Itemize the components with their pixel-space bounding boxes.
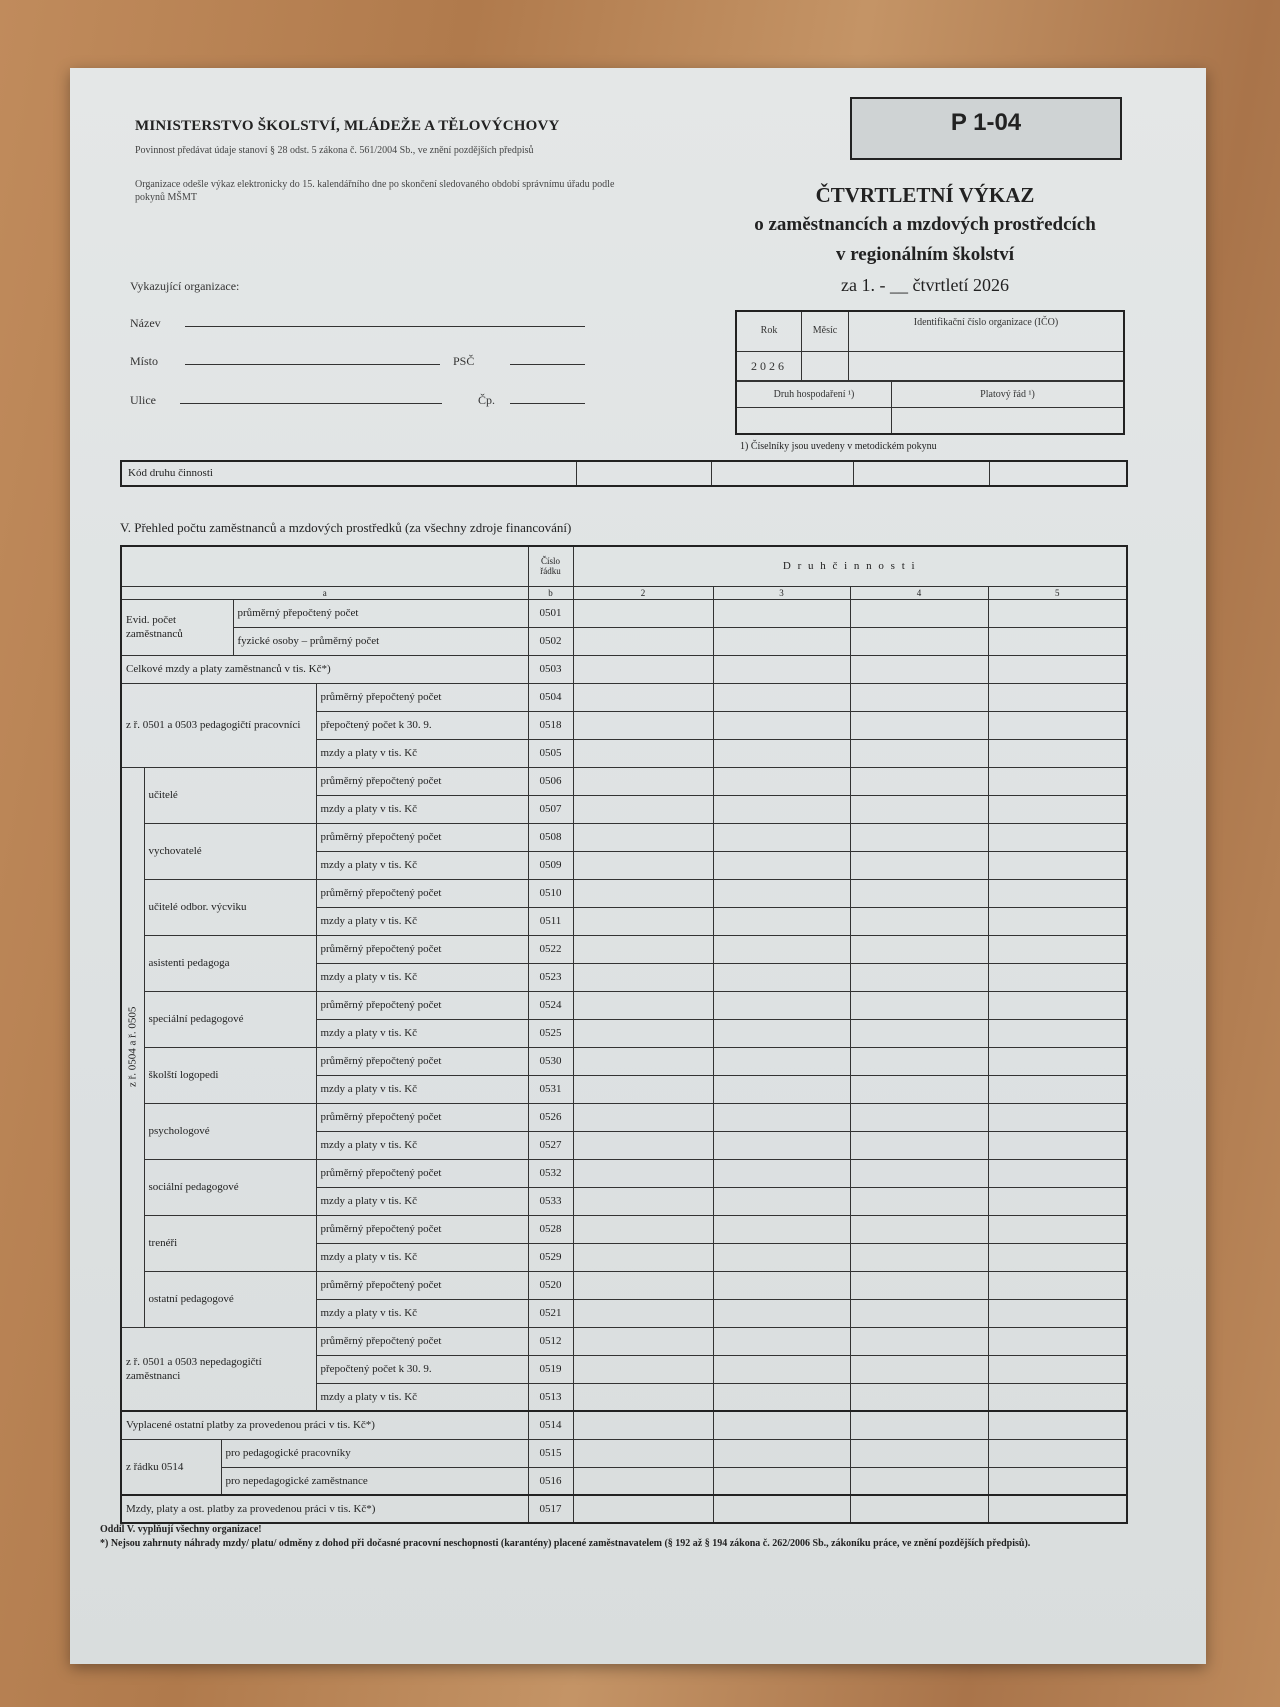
city-label: Místo [130, 354, 159, 368]
data-cell[interactable] [850, 1439, 988, 1467]
data-cell[interactable] [850, 1243, 988, 1271]
row-number: 0514 [528, 1411, 573, 1439]
row-label: mzdy a platy v tis. Kč [316, 1187, 528, 1215]
data-cell[interactable] [713, 879, 850, 907]
col-header: 5 [988, 586, 1127, 599]
data-cell[interactable] [850, 1355, 988, 1383]
data-cell[interactable] [573, 1467, 713, 1495]
data-cell[interactable] [713, 823, 850, 851]
data-cell[interactable] [988, 1411, 1127, 1439]
row-number: 0517 [528, 1495, 573, 1523]
data-cell[interactable] [573, 1159, 713, 1187]
col-header: 4 [850, 586, 988, 599]
data-cell[interactable] [713, 655, 850, 683]
data-cell[interactable] [713, 907, 850, 935]
data-cell[interactable] [573, 739, 713, 767]
data-cell[interactable] [573, 1103, 713, 1131]
data-cell[interactable] [850, 795, 988, 823]
activity-code-cell[interactable] [990, 462, 1126, 485]
data-cell[interactable] [988, 991, 1127, 1019]
row-label: průměrný přepočtený počet [316, 1159, 528, 1187]
data-cell[interactable] [573, 1495, 713, 1523]
data-cell[interactable] [713, 739, 850, 767]
data-cell[interactable] [713, 1355, 850, 1383]
data-cell[interactable] [988, 1467, 1127, 1495]
data-cell[interactable] [573, 1019, 713, 1047]
form-code: P 1-04 [850, 97, 1122, 160]
row-label: průměrný přepočtený počet [233, 599, 528, 627]
row-label: přepočtený počet k 30. 9. [316, 1355, 528, 1383]
data-cell[interactable] [850, 599, 988, 627]
name-label: Název [130, 316, 161, 330]
row-label: Evid. počet zaměstnanců [121, 599, 233, 655]
row-label: vychovatelé [144, 823, 316, 879]
row-number: 0519 [528, 1355, 573, 1383]
data-cell[interactable] [573, 1075, 713, 1103]
row-label: speciální pedagogové [144, 991, 316, 1047]
data-cell[interactable] [988, 1495, 1127, 1523]
data-cell[interactable] [713, 599, 850, 627]
row-number: 0527 [528, 1131, 573, 1159]
data-cell[interactable] [573, 1271, 713, 1299]
data-cell[interactable] [850, 1467, 988, 1495]
org-label: Vykazující organizace: [130, 279, 240, 293]
row-number: 0524 [528, 991, 573, 1019]
city-field[interactable] [185, 364, 440, 365]
row-label: průměrný přepočtený počet [316, 767, 528, 795]
data-cell[interactable] [850, 1271, 988, 1299]
row-label: průměrný přepočtený počet [316, 879, 528, 907]
activity-code-label: Kód druhu činnosti [122, 462, 577, 485]
data-cell[interactable] [988, 1299, 1127, 1327]
data-cell[interactable] [850, 823, 988, 851]
section-title: V. Přehled počtu zaměstnanců a mzdových prostředků (za všechny zdroje financování) [120, 520, 572, 535]
data-cell[interactable] [850, 1187, 988, 1215]
data-cell[interactable] [988, 1131, 1127, 1159]
data-cell[interactable] [713, 1495, 850, 1523]
data-cell[interactable] [573, 1215, 713, 1243]
data-cell[interactable] [850, 963, 988, 991]
ministry-name: MINISTERSTVO ŠKOLSTVÍ, MLÁDEŽE A TĚLOVÝCHOVY [135, 118, 560, 134]
data-cell[interactable] [988, 1075, 1127, 1103]
data-cell[interactable] [988, 1159, 1127, 1187]
data-cell[interactable] [713, 1327, 850, 1355]
row-label: učitelé [144, 767, 316, 823]
data-cell[interactable] [573, 1383, 713, 1411]
title-line: o zaměstnancích a mzdových prostředcích [754, 214, 1096, 235]
data-cell[interactable] [850, 1075, 988, 1103]
data-cell[interactable] [573, 1439, 713, 1467]
data-cell[interactable] [713, 767, 850, 795]
row-label: psychologové [144, 1103, 316, 1159]
data-cell[interactable] [988, 627, 1127, 655]
col-header: 3 [713, 586, 850, 599]
data-cell[interactable] [850, 1019, 988, 1047]
data-cell[interactable] [850, 627, 988, 655]
data-cell[interactable] [573, 1243, 713, 1271]
data-cell[interactable] [713, 851, 850, 879]
row-number: 0522 [528, 935, 573, 963]
number-label: Čp. [478, 393, 496, 407]
row-number: 0516 [528, 1467, 573, 1495]
col-a-header: a [121, 586, 528, 599]
data-cell[interactable] [713, 1271, 850, 1299]
activity-code-cell[interactable] [712, 462, 854, 485]
row-label: přepočtený počet k 30. 9. [316, 711, 528, 739]
salary-label: Platový řád ¹) [892, 382, 1123, 408]
data-cell[interactable] [850, 1047, 988, 1075]
row-number: 0533 [528, 1187, 573, 1215]
data-cell[interactable] [988, 1047, 1127, 1075]
economy-field[interactable] [737, 408, 892, 433]
data-cell[interactable] [850, 1215, 988, 1243]
col-header: 2 [573, 586, 713, 599]
data-cell[interactable] [850, 879, 988, 907]
row-label: mzdy a platy v tis. Kč [316, 1383, 528, 1411]
data-cell[interactable] [988, 963, 1127, 991]
codebook-footnote: 1) Číselníky jsou uvedeny v metodickém pokynu [740, 441, 937, 452]
data-cell[interactable] [573, 1327, 713, 1355]
row-label: trenéři [144, 1215, 316, 1271]
data-cell[interactable] [573, 1411, 713, 1439]
data-cell[interactable] [573, 1131, 713, 1159]
data-cell[interactable] [988, 851, 1127, 879]
salary-field[interactable] [892, 408, 1123, 433]
row-label: fyzické osoby – průměrný počet [233, 627, 528, 655]
data-cell[interactable] [713, 935, 850, 963]
data-cell[interactable] [850, 1299, 988, 1327]
footer-instruction: Oddíl V. vyplňují všechny organizace! [100, 1524, 262, 1535]
data-cell[interactable] [850, 991, 988, 1019]
row-number: 0506 [528, 767, 573, 795]
data-cell[interactable] [713, 1187, 850, 1215]
row-number: 0530 [528, 1047, 573, 1075]
row-label: sociální pedagogové [144, 1159, 316, 1215]
activity-code-row [120, 460, 1128, 487]
data-cell[interactable] [573, 767, 713, 795]
footer-footnote: *) Nejsou zahrnuty náhrady mzdy/ platu/ odměny z dohod při dočasné pracovní neschopnosti (karantény) placené zaměstnavatelem (§ 192 až § 194 zákona č. 262/2006 Sb., zákoníku práce, ve znění pozdějších předpisů). [100, 1538, 1031, 1549]
row-number: 0515 [528, 1439, 573, 1467]
row-label: z řádku 0514 [121, 1439, 221, 1495]
row-number: 0521 [528, 1299, 573, 1327]
data-cell[interactable] [988, 1019, 1127, 1047]
year-value[interactable]: 2026 [737, 352, 802, 380]
activity-header: D r u h č i n n o s t i [573, 546, 1127, 586]
form-title [630, 180, 1220, 300]
data-cell[interactable] [713, 1439, 850, 1467]
row-label: z ř. 0501 a 0503 nepedagogičtí zaměstnanci [121, 1327, 316, 1411]
data-cell[interactable] [573, 655, 713, 683]
data-cell[interactable] [988, 935, 1127, 963]
data-cell[interactable] [573, 991, 713, 1019]
data-cell[interactable] [988, 1383, 1127, 1411]
row-label: průměrný přepočtený počet [316, 1047, 528, 1075]
row-label: asistenti pedagoga [144, 935, 316, 991]
data-cell[interactable] [713, 683, 850, 711]
col-b-header: b [528, 586, 573, 599]
data-cell[interactable] [573, 795, 713, 823]
vertical-label: z ř. 0504 a ř. 0505 [121, 767, 144, 1327]
data-cell[interactable] [988, 1243, 1127, 1271]
row-label: mzdy a platy v tis. Kč [316, 907, 528, 935]
data-cell[interactable] [713, 1075, 850, 1103]
form-paper [70, 68, 1206, 1664]
data-cell[interactable] [988, 795, 1127, 823]
title-line: v regionálním školství [835, 244, 1015, 265]
data-cell[interactable] [988, 739, 1127, 767]
row-number-header: Číslo řádku [528, 546, 573, 586]
row-label: mzdy a platy v tis. Kč [316, 1019, 528, 1047]
name-field[interactable] [185, 326, 585, 327]
data-cell[interactable] [850, 907, 988, 935]
row-number: 0511 [528, 907, 573, 935]
row-number: 0504 [528, 683, 573, 711]
title-line: ČTVRTLETNÍ VÝKAZ [815, 183, 1035, 207]
data-cell[interactable] [573, 879, 713, 907]
row-label: mzdy a platy v tis. Kč [316, 795, 528, 823]
row-number: 0520 [528, 1271, 573, 1299]
row-number: 0508 [528, 823, 573, 851]
data-cell[interactable] [713, 1047, 850, 1075]
row-number: 0510 [528, 879, 573, 907]
data-cell[interactable] [988, 711, 1127, 739]
data-cell[interactable] [988, 1103, 1127, 1131]
row-number: 0529 [528, 1243, 573, 1271]
data-cell[interactable] [850, 739, 988, 767]
row-number: 0509 [528, 851, 573, 879]
data-cell[interactable] [850, 1327, 988, 1355]
row-label: průměrný přepočtený počet [316, 1327, 528, 1355]
row-label: mzdy a platy v tis. Kč [316, 1243, 528, 1271]
data-cell[interactable] [713, 1103, 850, 1131]
row-label: ostatní pedagogové [144, 1271, 316, 1327]
data-cell[interactable] [573, 1047, 713, 1075]
row-label: mzdy a platy v tis. Kč [316, 1075, 528, 1103]
ico-label: Identifikační číslo organizace (IČO) [849, 312, 1123, 352]
row-label: pro pedagogické pracovníky [221, 1439, 528, 1467]
data-cell[interactable] [713, 1019, 850, 1047]
economy-label: Druh hospodaření ¹) [737, 382, 892, 408]
row-label: průměrný přepočtený počet [316, 1271, 528, 1299]
footer-notes [100, 1523, 1180, 1551]
data-cell[interactable] [988, 1327, 1127, 1355]
data-cell[interactable] [713, 991, 850, 1019]
data-cell[interactable] [850, 1383, 988, 1411]
employees-table [120, 545, 1128, 1524]
row-number: 0507 [528, 795, 573, 823]
row-label: průměrný přepočtený počet [316, 823, 528, 851]
month-label: Měsíc [802, 312, 849, 352]
data-cell[interactable] [713, 1131, 850, 1159]
number-field[interactable] [510, 403, 585, 404]
row-label: Mzdy, platy a ost. platby za provedenou práci v tis. Kč*) [121, 1495, 528, 1523]
data-cell[interactable] [850, 1495, 988, 1523]
data-cell[interactable] [713, 1299, 850, 1327]
data-cell[interactable] [850, 767, 988, 795]
row-number: 0513 [528, 1383, 573, 1411]
month-field[interactable] [802, 352, 849, 380]
data-cell[interactable] [988, 599, 1127, 627]
data-cell[interactable] [988, 1355, 1127, 1383]
data-cell[interactable] [988, 683, 1127, 711]
data-cell[interactable] [988, 1187, 1127, 1215]
data-cell[interactable] [850, 1103, 988, 1131]
data-cell[interactable] [713, 711, 850, 739]
data-cell[interactable] [988, 879, 1127, 907]
submission-note: Organizace odešle výkaz elektronicky do 15. kalendářního dne po skončení sledovaného období správnímu úřadu podle pokynů MŠMT [135, 179, 615, 203]
data-cell[interactable] [713, 963, 850, 991]
row-label: průměrný přepočtený počet [316, 683, 528, 711]
data-cell[interactable] [988, 767, 1127, 795]
data-cell[interactable] [713, 1383, 850, 1411]
period-line: za 1. - __ čtvrtletí 2026 [841, 275, 1009, 295]
data-cell[interactable] [713, 795, 850, 823]
data-cell[interactable] [573, 963, 713, 991]
identification-box [735, 310, 1125, 435]
data-cell[interactable] [850, 683, 988, 711]
data-cell[interactable] [713, 1215, 850, 1243]
row-number: 0531 [528, 1075, 573, 1103]
row-label: mzdy a platy v tis. Kč [316, 1299, 528, 1327]
row-label: průměrný přepočtený počet [316, 935, 528, 963]
row-number: 0523 [528, 963, 573, 991]
data-cell[interactable] [713, 1243, 850, 1271]
data-cell[interactable] [573, 599, 713, 627]
data-cell[interactable] [850, 1159, 988, 1187]
zip-label: PSČ [453, 354, 475, 368]
data-cell[interactable] [850, 1411, 988, 1439]
data-cell[interactable] [850, 655, 988, 683]
data-cell[interactable] [573, 935, 713, 963]
data-cell[interactable] [573, 823, 713, 851]
row-label: mzdy a platy v tis. Kč [316, 739, 528, 767]
data-cell[interactable] [988, 1215, 1127, 1243]
data-cell[interactable] [573, 851, 713, 879]
row-number: 0502 [528, 627, 573, 655]
street-label: Ulice [130, 393, 156, 407]
data-cell[interactable] [573, 1299, 713, 1327]
row-label: školští logopedi [144, 1047, 316, 1103]
data-cell[interactable] [988, 823, 1127, 851]
row-label: Vyplacené ostatní platby za provedenou práci v tis. Kč*) [121, 1411, 528, 1439]
data-cell[interactable] [573, 683, 713, 711]
data-cell[interactable] [713, 627, 850, 655]
street-field[interactable] [180, 403, 442, 404]
row-label: mzdy a platy v tis. Kč [316, 851, 528, 879]
data-cell[interactable] [573, 1187, 713, 1215]
row-label: průměrný přepočtený počet [316, 1103, 528, 1131]
row-label: mzdy a platy v tis. Kč [316, 1131, 528, 1159]
ico-field[interactable] [849, 352, 1123, 380]
data-cell[interactable] [713, 1159, 850, 1187]
legal-note: Povinnost předávat údaje stanoví § 28 odst. 5 zákona č. 561/2004 Sb., ve znění pozdějších předpisů [135, 145, 534, 156]
row-label: průměrný přepočtený počet [316, 991, 528, 1019]
zip-field[interactable] [510, 364, 585, 365]
header-blank [121, 546, 528, 586]
data-cell[interactable] [988, 655, 1127, 683]
data-cell[interactable] [988, 1439, 1127, 1467]
activity-code-cell[interactable] [854, 462, 990, 485]
row-label: z ř. 0501 a 0503 pedagogičtí pracovníci [121, 683, 316, 767]
row-number: 0512 [528, 1327, 573, 1355]
data-cell[interactable] [573, 711, 713, 739]
activity-code-cell[interactable] [577, 462, 712, 485]
row-label: pro nepedagogické zaměstnance [221, 1467, 528, 1495]
data-cell[interactable] [713, 1411, 850, 1439]
row-label: učitelé odbor. výcviku [144, 879, 316, 935]
row-number: 0501 [528, 599, 573, 627]
data-cell[interactable] [988, 907, 1127, 935]
data-cell[interactable] [850, 935, 988, 963]
year-label: Rok [737, 312, 802, 352]
data-cell[interactable] [850, 1131, 988, 1159]
row-number: 0525 [528, 1019, 573, 1047]
row-label: průměrný přepočtený počet [316, 1215, 528, 1243]
row-number: 0518 [528, 711, 573, 739]
data-cell[interactable] [573, 627, 713, 655]
data-cell[interactable] [573, 907, 713, 935]
row-number: 0505 [528, 739, 573, 767]
row-number: 0532 [528, 1159, 573, 1187]
data-cell[interactable] [850, 711, 988, 739]
data-cell[interactable] [850, 851, 988, 879]
row-label: mzdy a platy v tis. Kč [316, 963, 528, 991]
row-number: 0528 [528, 1215, 573, 1243]
data-cell[interactable] [573, 1355, 713, 1383]
row-label: Celkové mzdy a platy zaměstnanců v tis. Kč*) [121, 655, 528, 683]
data-cell[interactable] [713, 1467, 850, 1495]
data-cell[interactable] [988, 1271, 1127, 1299]
row-number: 0503 [528, 655, 573, 683]
row-number: 0526 [528, 1103, 573, 1131]
